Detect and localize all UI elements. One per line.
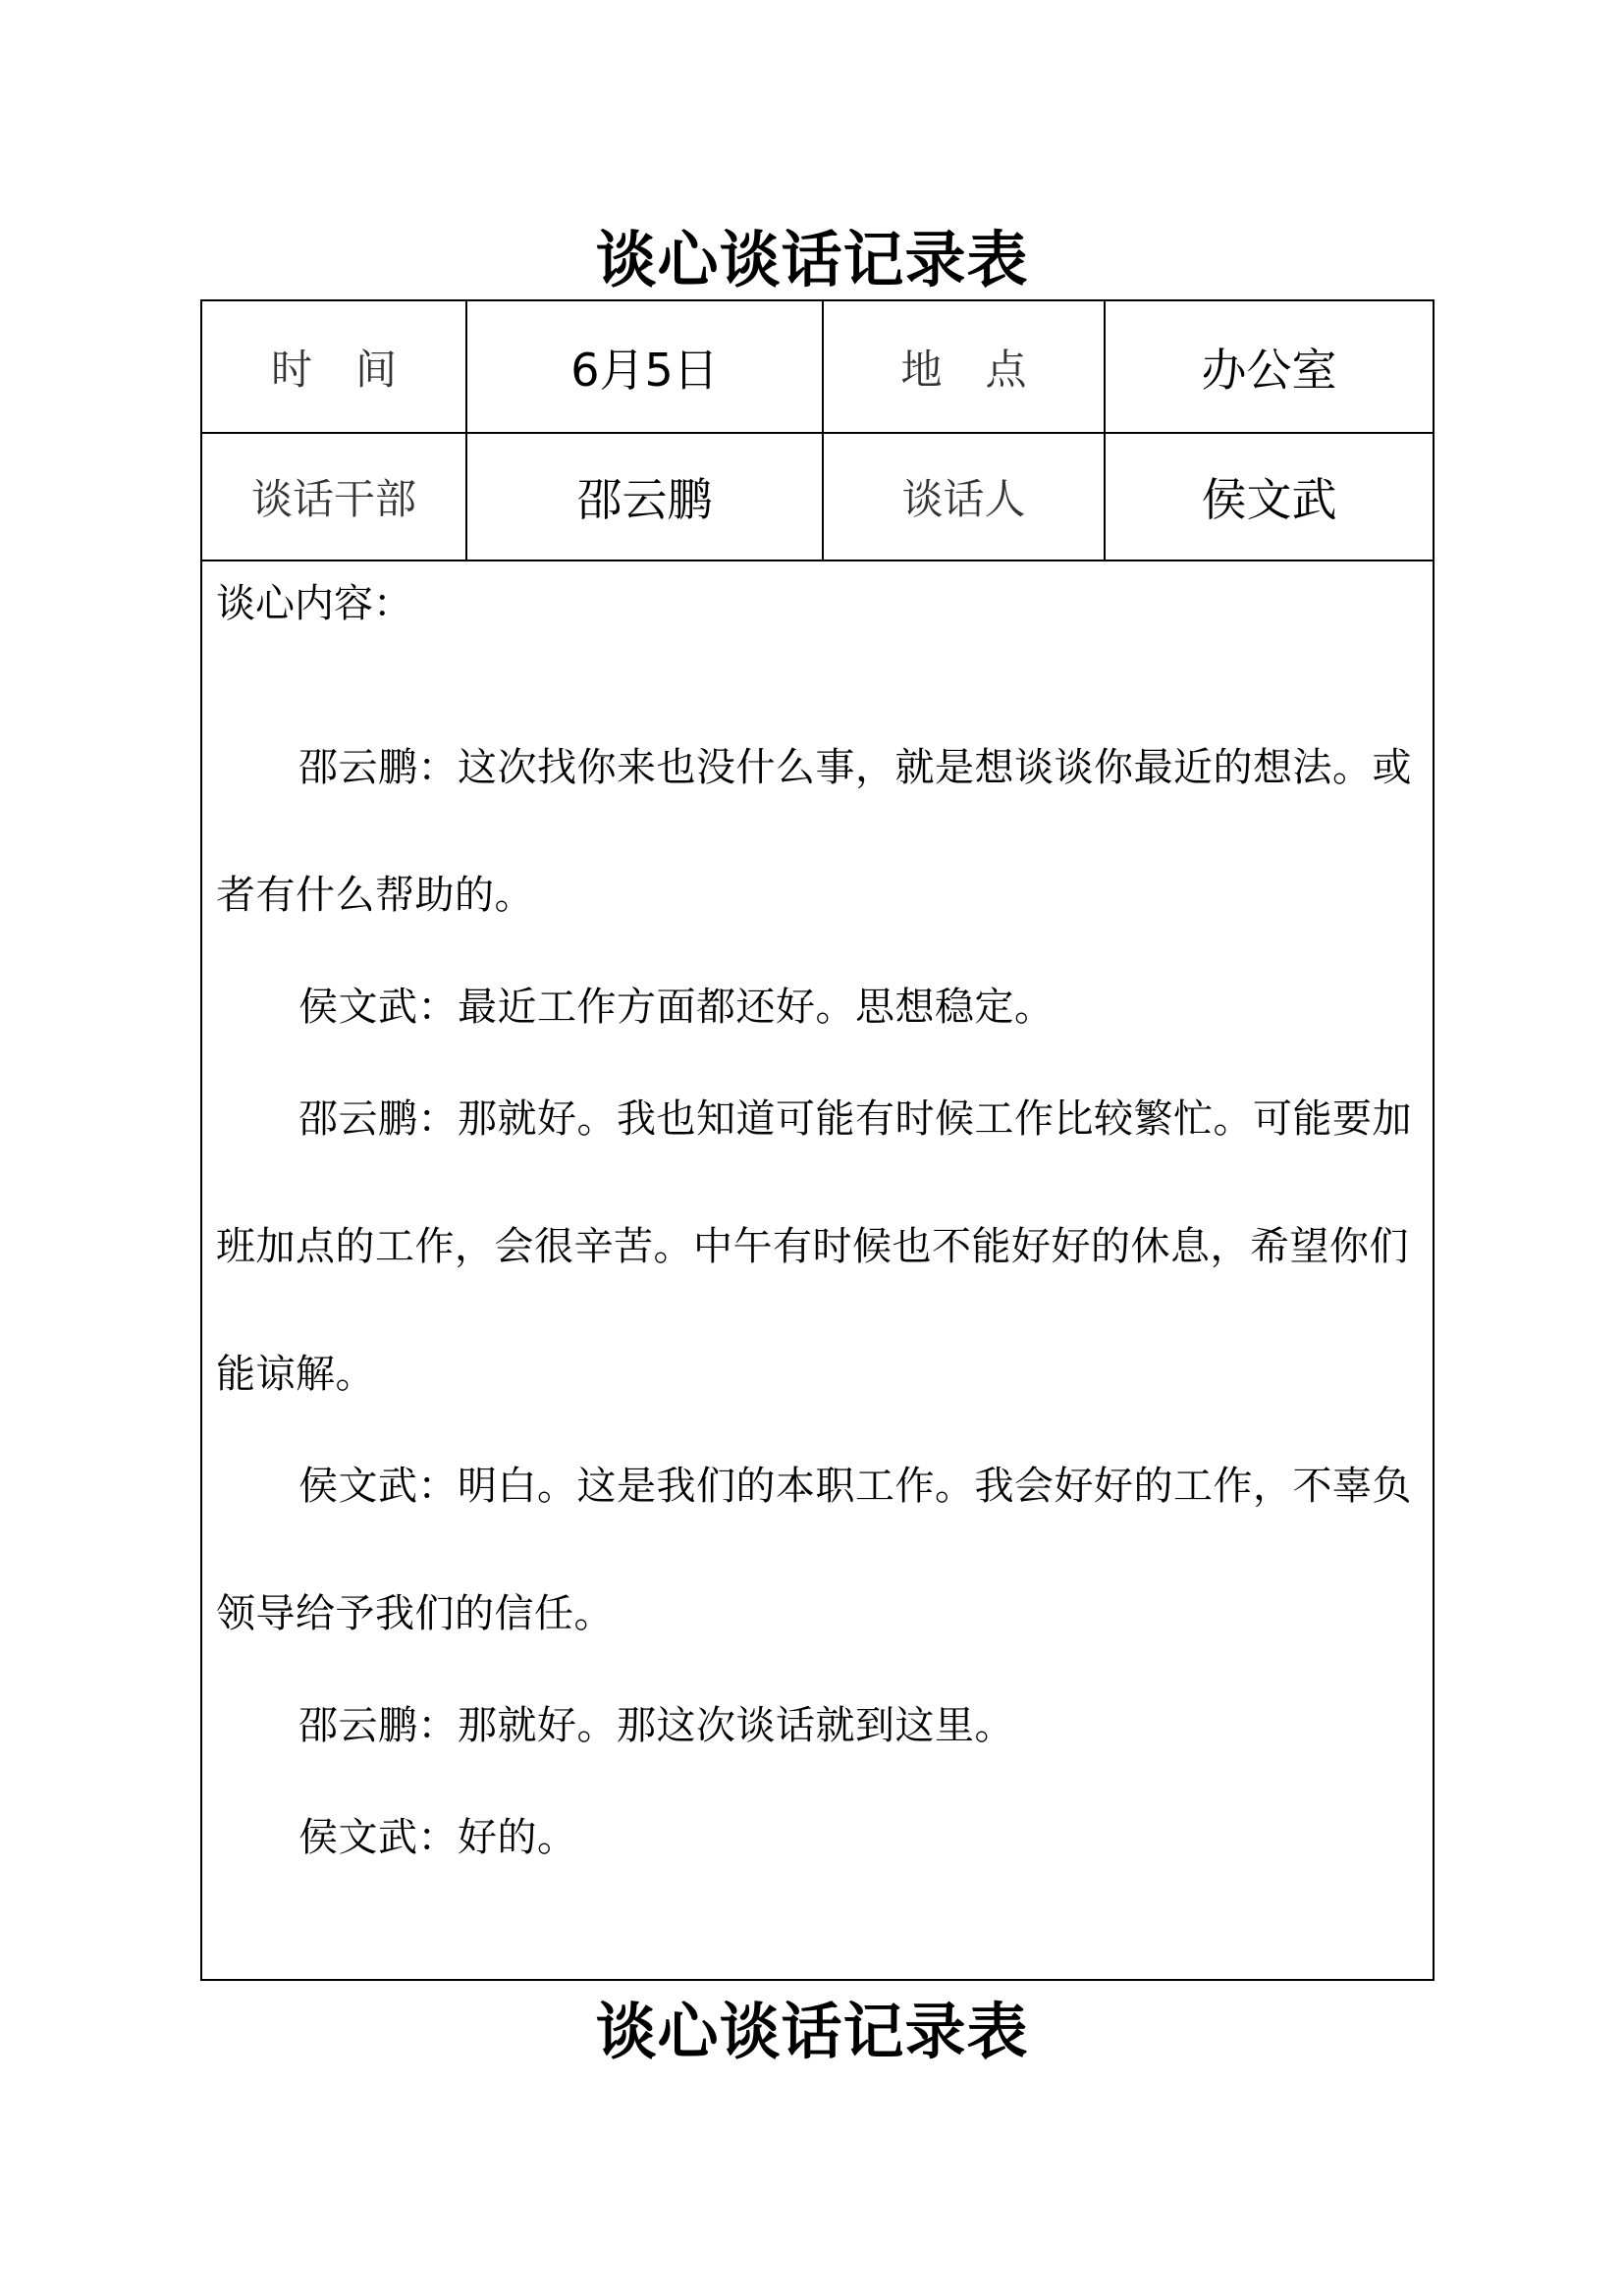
place-label: 地点 [823, 300, 1105, 433]
cadre-label: 谈话干部 [201, 433, 466, 561]
content-body [216, 704, 1424, 1886]
table-row [201, 561, 1434, 1980]
person-value: 侯文武 [1105, 433, 1434, 561]
person-label: 谈话人 [823, 433, 1105, 561]
content-cell [201, 561, 1434, 1980]
time-label: 时间 [201, 300, 466, 433]
dialogue-paragraph: 邵云鹏：那就好。那这次谈话就到这里。 [298, 1703, 1014, 1748]
table-row [201, 300, 1434, 433]
time-value: 6月5日 [466, 300, 823, 433]
dialogue-paragraph: 邵云鹏：那就好。我也知道可能有时候工作比较繁忙。可能要加班加点的工作，会很辛苦。中午有时候也不能好好的休息，希望你们能谅解。 [216, 1096, 1412, 1397]
dialogue-paragraph: 侯文武：最近工作方面都还好。思想稳定。 [298, 985, 1055, 1030]
talk-record-table [200, 299, 1435, 1981]
page-title: 谈心谈话记录表 [595, 224, 1029, 295]
table-row [201, 433, 1434, 561]
content-heading: 谈心内容： [216, 581, 412, 626]
page-title-repeat: 谈心谈话记录表 [595, 1996, 1029, 2067]
cadre-value: 邵云鹏 [466, 433, 823, 561]
dialogue-paragraph: 侯文武：明白。这是我们的本职工作。我会好好的工作，不辜负领导给予我们的信任。 [216, 1464, 1412, 1636]
dialogue-paragraph: 侯文武：好的。 [298, 1815, 577, 1860]
place-value: 办公室 [1105, 300, 1434, 433]
dialogue-paragraph: 邵云鹏：这次找你来也没什么事，就是想谈谈你最近的想法。或者有什么帮助的。 [216, 745, 1412, 918]
